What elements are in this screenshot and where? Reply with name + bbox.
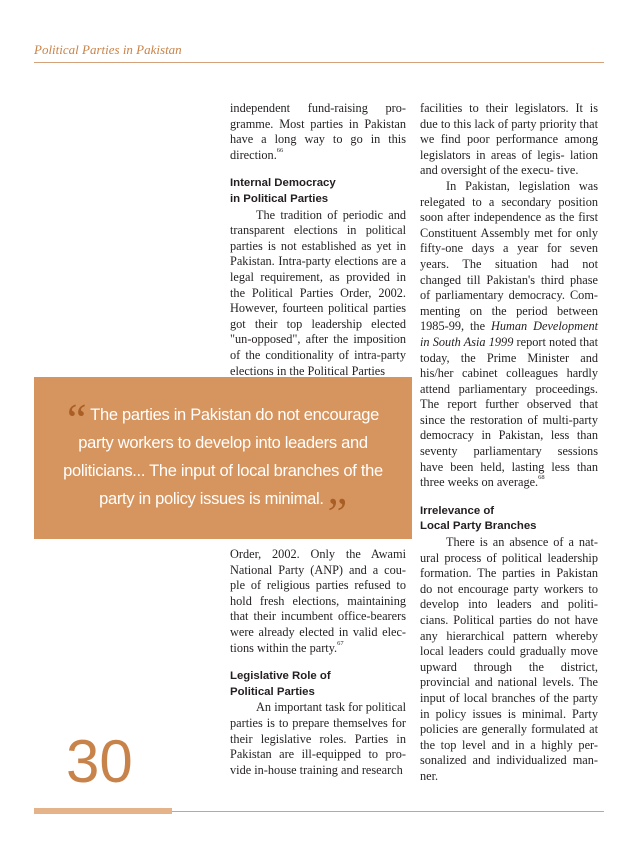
heading-line: in Political Parties: [230, 192, 329, 205]
heading-line: Irrelevance of: [420, 504, 495, 517]
column-2: [420, 101, 598, 785]
quote-body: The parties in Pakistan do not encourage party workers to develop into leaders and politicians... The input of local branches of the party in policy issues is minimal.: [63, 406, 383, 508]
heading-line: Political Parties: [230, 685, 315, 698]
paragraph: An important task for political parties is to prepare themselves for their legislative roles. Parties in Pakistan are ill-equipped to pro- vide in-house training and research: [230, 700, 406, 777]
section-heading-internal-democracy: [230, 176, 406, 207]
paragraph: The tradition of periodic and transparent elections in political parties is not established as yet in Pakistan. Intra-party elections are a legal requirement, as provided in the Political Parties Order, 2002. However, fourteen political parties got their top leadership elected "un-opposed", after the imposition of the conditionality of intra-party elections in the Political Parties: [230, 207, 406, 378]
paragraph: [230, 547, 406, 656]
paragraph-text: report noted that today, the Prime Minister and his/her cabinet colleagues hardly attend parliamentary proceedings. The report further observed that since the restoration of multi-party democracy in Pakistan, less than seventy parliamentary sessions have been held, lasting less than three weeks on average.: [420, 334, 598, 490]
paragraph: There is an absence of a nat- ural process of political leadership formation. The parties in Pakistan do not encourage party workers to develop into leaders and politi- cians. Political parties do not have any hierarchical pattern whereby local leaders could gradually move upward through the district, provincial and national levels. The input of local branches of the party in policy issues is minimal. Party policies are generally formulated at the top level and in a highly per- sonalized and individualized man- ner.: [420, 535, 598, 783]
close-quote-mark: ”: [327, 489, 347, 538]
paragraph: [230, 101, 406, 163]
header-rule: [34, 62, 604, 63]
heading-line: Local Party Branches: [420, 520, 537, 533]
footnote-marker: 67: [337, 639, 344, 647]
heading-line: Internal Democracy: [230, 177, 336, 190]
footnote-marker: 66: [276, 146, 284, 154]
paragraph-text: Order, 2002. Only the Awami National Party (ANP) and a cou- ple of religious parties refused to hold fresh elections, maintaining that their incumbent office-bearers were already elected in valid elec- tions within the party.: [230, 547, 406, 655]
heading-line: Legislative Role of: [230, 670, 331, 683]
pull-quote-text: [50, 395, 396, 538]
running-header: Political Parties in Pakistan: [34, 42, 182, 57]
column-1-bottom: [230, 547, 406, 778]
open-quote-mark: “: [66, 395, 87, 444]
report-title: Human Development in South Asia 1999: [420, 319, 599, 349]
page-number: 30: [66, 728, 133, 795]
pull-quote: [34, 377, 412, 539]
paragraph: facilities to their legislators. It is due to this lack of party priority that we find poor performance among legislators in areas of legis- lation and oversight of the execu- tive.: [420, 101, 598, 178]
paragraph: [420, 179, 598, 491]
paragraph-text: In Pakistan, legislation was relegated to a secondary position soon after independence as the first Constituent Assembly met for only fifty-one days a year for seven years. The situation had not changed till Pakistan's third phase of parliamentary democracy. Com- menting on the period between 1985-99, the: [420, 178, 598, 334]
section-heading-local-branches: [420, 504, 598, 535]
section-heading-legislative-role: [230, 669, 406, 700]
column-1-top: [230, 101, 406, 379]
footer-accent-bar: [34, 808, 172, 814]
footnote-marker: 68: [538, 474, 545, 482]
paragraph-text: independent fund-raising pro- gramme. Most parties in Pakistan have a long way to go in this direction.: [230, 101, 406, 162]
